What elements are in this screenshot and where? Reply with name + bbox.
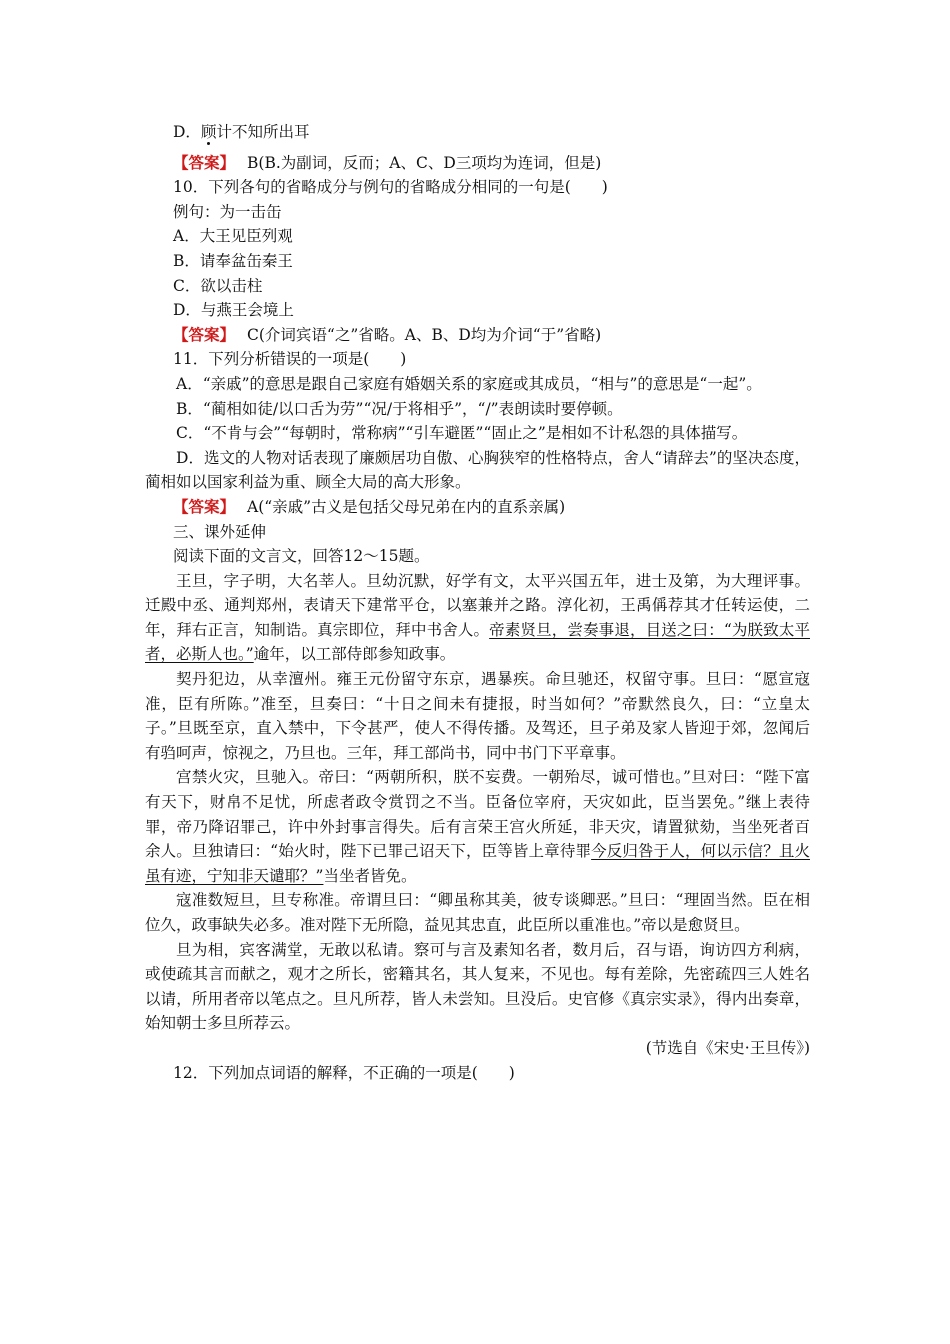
q11-option-c: C．“不肯与会”“每朝时，常称病”“引车避匿”“固止之”是相如不计私怨的具体描写。 [176, 424, 748, 443]
passage-source: (节选自《宋史·王旦传》) [645, 1038, 810, 1057]
passage-paragraph-1: 王旦，字子明，大名莘人。旦幼沉默，好学有文，太平兴国五年，进士及第，为大理评事。迁殿中丞、通判郑州，表请天下建常平仓，以塞兼并之路。淳化初，王禹偁荐其才任转运使，二年，拜右正言，知制诰。真宗即位，拜中书舍人。帝素贤旦，尝奏事退，目送之曰：“为朕致太平者，必斯人也。”逾年，以工部侍郎参知政事。 [145, 571, 810, 664]
q11-option-d: D．选文的人物对话表现了廉颇居功自傲、心胸狭窄的性格特点，舍人“请辞去”的坚决态度，蔺相如以国家利益为重、顾全大局的高大形象。 [145, 448, 810, 492]
q10-option-d: D．与燕王会境上 [173, 301, 294, 320]
q11-stem: 11．下列分析错误的一项是( ) [173, 350, 407, 369]
q10-example: 例句：为一击缶 [173, 202, 282, 221]
passage-paragraph-2: 契丹犯边，从幸澶州。雍王元份留守东京，遇暴疾。命旦驰还，权留守事。旦曰：“愿宣寇准，臣有所陈。”准至，旦奏曰：“十日之间未有捷报，时当如何？”帝默然良久，曰：“立皇太子。”旦既至京，直入禁中，下令甚严，使人不得传播。及驾还，旦子弟及家人皆迎于郊，忽闻后有驺呵声，惊视之，乃旦也。三年，拜工部尚书，同中书门下平章事。 [145, 670, 810, 762]
document-body [145, 120, 810, 1085]
q10-answer: 【答案】 C(介词宾语“之”省略。A、B、D均为介词“于”省略) [173, 324, 602, 344]
answer-label: 【答案】 [173, 152, 236, 172]
q9-option-d: D．顾计不知所出耳 [173, 123, 310, 141]
section-title: 三、课外延伸 [173, 522, 267, 541]
dotted-char: 顾 [200, 123, 217, 141]
q11-option-b: B．“蔺相如徒/以口舌为劳”“况/于将相乎”，“/”表朗读时要停顿。 [176, 399, 623, 418]
q11-answer: 【答案】 A(“亲戚”古义是包括父母兄弟在内的直系亲属) [173, 496, 566, 516]
q11-option-a: A．“亲戚”的意思是跟自己家庭有婚姻关系的家庭或其成员，“相与”的意思是“一起”。 [176, 374, 762, 393]
underlined-sentence: 帝素贤旦，尝奏事退，目送之曰：“为朕致太平者，必斯人也。” [145, 620, 810, 664]
passage-paragraph-4: 寇准数短旦，旦专称准。帝谓旦曰：“卿虽称其美，彼专谈卿恶。”旦曰：“理固当然。臣在相位久，政事缺失必多。准对陛下无所隐，益见其忠直，此臣所以重准也。”帝以是愈贤旦。 [145, 891, 810, 934]
q10-stem: 10．下列各句的省略成分与例句的省略成分相同的一句是( ) [173, 178, 608, 197]
q9-answer: 【答案】 B(B.为副词，反而；A、C、D三项均为连词，但是) [173, 152, 602, 172]
passage-paragraph-3: 宫禁火灾，旦驰入。帝曰：“两朝所积，朕不妄费。一朝殆尽，诚可惜也。”旦对曰：“陛下富有天下，财帛不足忧，所虑者政令赏罚之不当。臣备位宰府，天灾如此，臣当罢免。”继上表待罪，帝乃降诏罪己，许中外封事言得失。后有言荣王宫火所延，非天灾，请置狱劾，当坐死者百余人。旦独请曰：“始火时，陛下已罪己诏天下，臣等皆上章待罪今反归咎于人，何以示信？且火虽有迹，宁知非天谴耶？”当坐者皆免。 [145, 768, 810, 885]
q10-option-c: C．欲以击柱 [173, 276, 263, 295]
reading-instruction: 阅读下面的文言文，回答12～15题。 [173, 547, 430, 566]
q12-stem: 12．下列加点词语的解释，不正确的一项是( ) [173, 1063, 515, 1082]
q10-option-b: B．请奉盆缶秦王 [173, 251, 293, 270]
q10-option-a: A．大王见臣列观 [173, 227, 293, 246]
passage-paragraph-5: 旦为相，宾客满堂，无敢以私请。察可与言及素知名者，数月后，召与语，询访四方利病，或使疏其言而献之，观才之所长，密籍其名，其人复来，不见也。每有差除，先密疏四三人姓名以请，所用者帝以笔点之。旦凡所荐，皆人未尝知。旦没后。史官修《真宗实录》，得内出奏章，始知朝士多旦所荐云。 [145, 940, 810, 1033]
answer-label: 【答案】 [173, 496, 236, 516]
answer-label: 【答案】 [173, 324, 236, 344]
underlined-sentence: 今反归咎于人，何以示信？且火虽有迹，宁知非天谴耶？” [145, 842, 810, 885]
